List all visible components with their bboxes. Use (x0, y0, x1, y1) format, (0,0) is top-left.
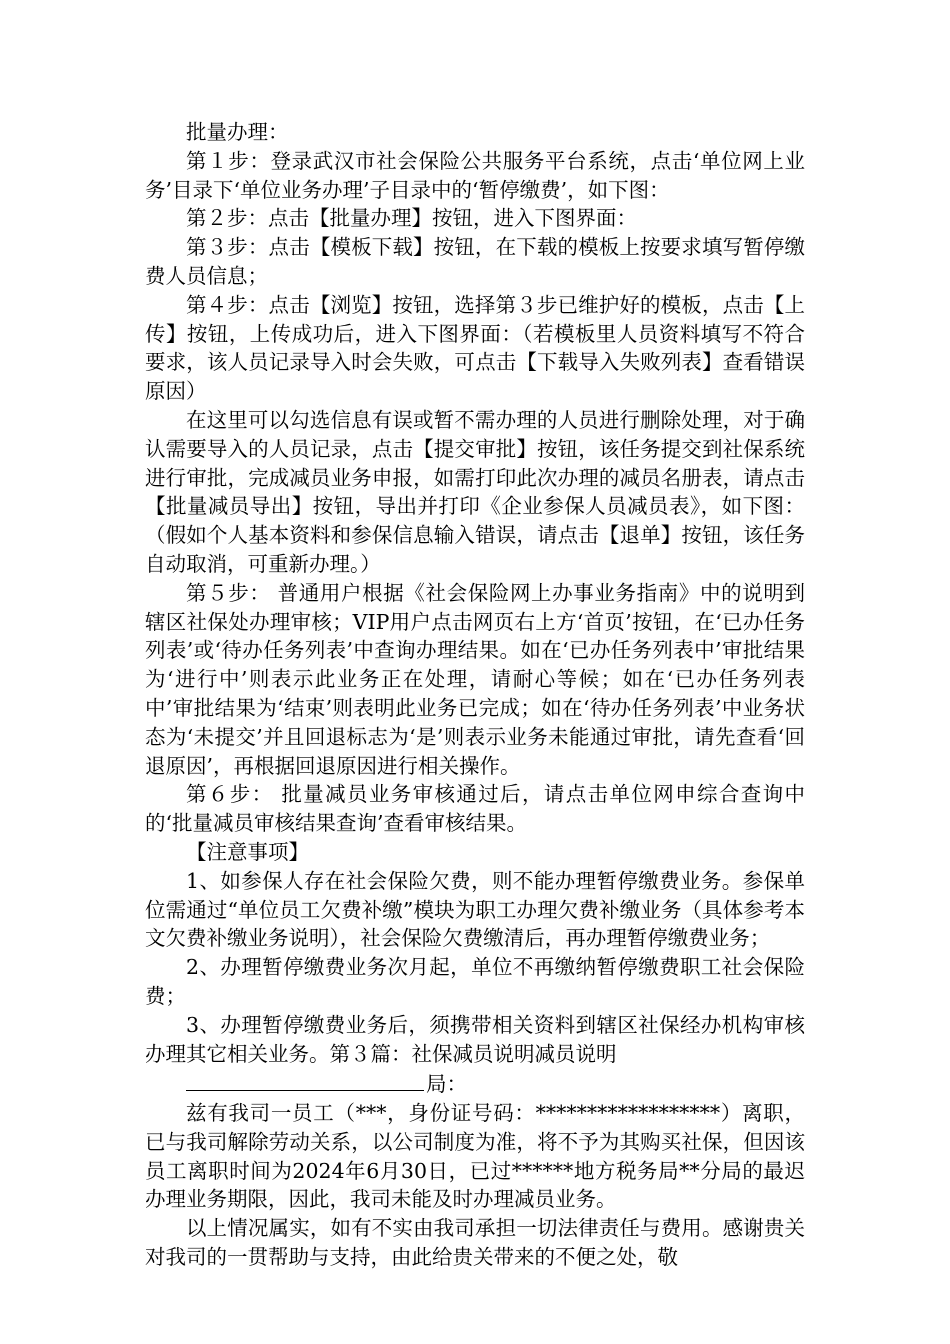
notice-1: 1、如参保人存在社会保险欠费，则不能办理暂停缴费业务。参保单位需通过“单位员工欠费补缴”模块为职工办理欠费补缴业务（具体参考本文欠费补缴业务说明），社会保险欠费缴清后，再办理暂停缴费业务； (145, 868, 805, 951)
recipient-suffix: 局： (426, 1072, 467, 1097)
step-6: 第６步： 批量减员业务审核通过后，请点击单位网申综合查询中的‘批量减员审核结果查询’查看审核结果。 (145, 782, 805, 836)
document-body (145, 118, 805, 1272)
notice-title: 【注意事项】 (186, 839, 309, 864)
letter-paragraph-2: 以上情况属实，如有不实由我司承担一切法律责任与费用。感谢贵关对我司的一贯帮助与支持，由此给贵关带来的不便之处，敬 (145, 1216, 805, 1270)
submit-paragraph: 在这里可以勾选信息有误或暂不需办理的人员进行删除处理，对于确认需要导入的人员记录，点击【提交审批】按钮，该任务提交到社保系统进行审批，完成减员业务申报，如需打印此次办理的减员名册表，请点击【批量减员导出】按钮，导出并打印《企业参保人员减员表》，如下图：（假如个人基本资料和参保信息输入错误，请点击【退单】按钮，该任务自动取消，可重新办理。） (145, 407, 805, 576)
letter-recipient (145, 1068, 805, 1099)
notice-3: 3、办理暂停缴费业务后，须携带相关资料到辖区社保经办机构审核办理其它相关业务。第３篇：社保减员说明减员说明 (145, 1012, 805, 1066)
step-3: 第３步：点击【模板下载】按钮，在下载的模板上按要求填写暂停缴费人员信息； (145, 235, 805, 288)
section-heading: 批量办理： (186, 120, 289, 144)
step-1: 第１步：登录武汉市社会保险公共服务平台系统，点击‘单位网上业务’目录下‘单位业务办理’子目录中的‘暂停缴费’，如下图： (145, 148, 805, 202)
step-5: 第５步： 普通用户根据《社会保险网上办事业务指南》中的说明到辖区社保处办理审核；VIP用户点击网页右上方‘首页’按钮，在‘已办任务列表’或‘待办任务列表’中查询办理结果。如在‘已办任务列表中’审批结果为‘进行中’则表示此业务正在处理，请耐心等候；如在‘已办任务列表中’审批结果为‘结束’则表明此业务已完成；如在‘待办任务列表’中业务状态为‘未提交’并且回退标志为‘是’则表示业务未能通过审批，请先查看‘回退原因’，再根据回退原因进行相关操作。 (145, 580, 805, 778)
notice-2: 2、办理暂停缴费业务次月起，单位不再缴纳暂停缴费职工社会保险费； (145, 955, 805, 1008)
step-2: 第２步：点击【批量办理】按钮，进入下图界面： (186, 206, 637, 231)
step-4: 第４步：点击【浏览】按钮，选择第３步已维护好的模板，点击【上传】按钮，上传成功后，进入下图界面：（若模板里人员资料填写不符合要求，该人员记录导入时会失败，可点击【下载导入失败列表】查看错误原因） (145, 292, 805, 404)
recipient-blank-line (186, 1068, 424, 1091)
letter-paragraph-1: 兹有我司一员工（***，身份证号码：******************）离职，已与我司解除劳动关系，以公司制度为准，将不予为其购买社保，但因该员工离职时间为2024年6月30日，已过******地方税务局**分局的最迟办理业务期限，因此，我司未能及时办理减员业务。 (145, 1101, 805, 1212)
